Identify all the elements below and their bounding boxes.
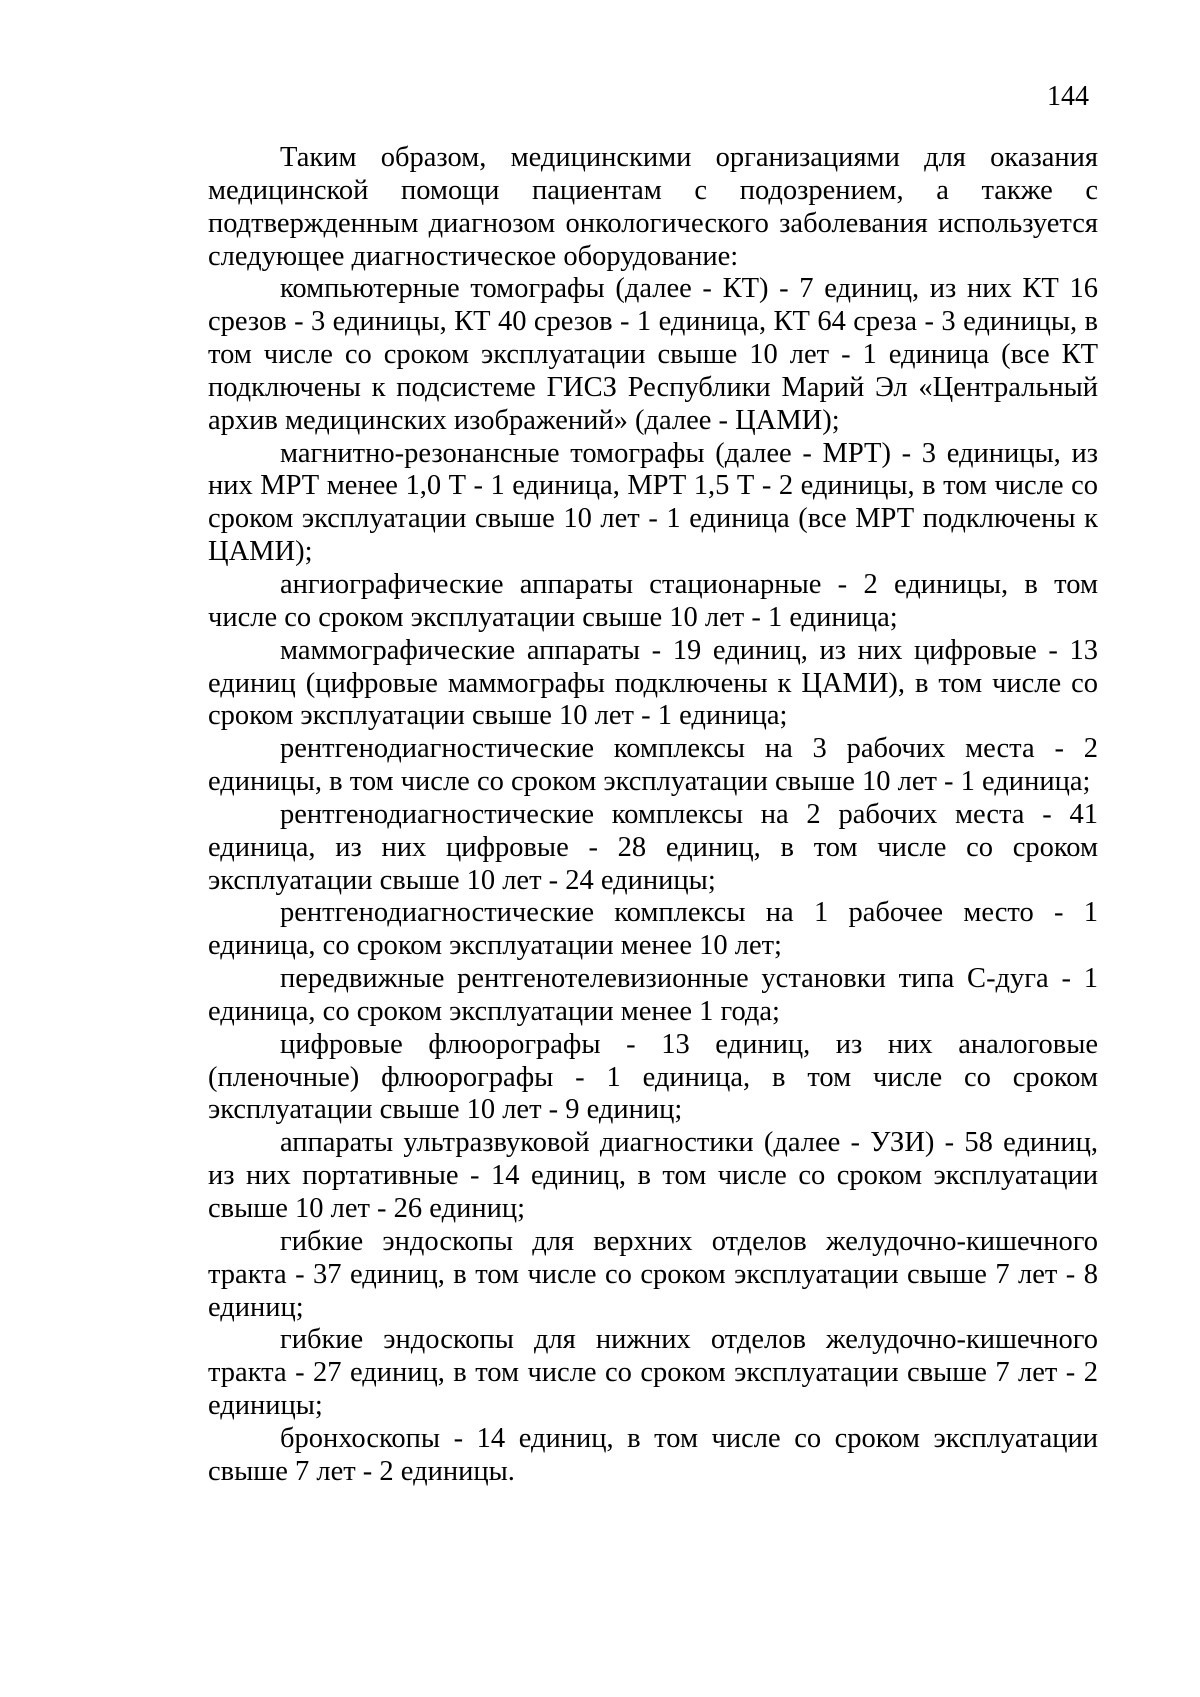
paragraph-xray-1-workplace: рентгенодиагностические комплексы на 1 рабочее место - 1 единица, со сроком эксплуатации менее 10 лет;	[208, 897, 1098, 962]
document-body	[208, 142, 1098, 1489]
paragraph-ct-scanners: компьютерные томографы (далее - КТ) - 7 единиц, из них КТ 16 срезов - 3 единицы, КТ 40 срезов - 1 единица, КТ 64 среза - 3 единицы, в том числе со сроком эксплуатации свыше 10 лет - 1 единица (все КТ подключены к подсистеме ГИСЗ Республики Марий Эл «Центральный архив медицинских изображений» (далее - ЦАМИ);	[208, 273, 1098, 436]
paragraph-angiography: ангиографические аппараты стационарные - 2 единицы, в том числе со сроком эксплуатации свыше 10 лет - 1 единица;	[208, 568, 1098, 633]
paragraph-lower-endoscopes: гибкие эндоскопы для нижних отделов желудочно-кишечного тракта - 27 единиц, в том числе со сроком эксплуатации свыше 7 лет - 2 единицы;	[208, 1324, 1098, 1422]
paragraph-mammography: маммографические аппараты - 19 единиц, из них цифровые - 13 единиц (цифровые маммографы подключены к ЦАМИ), в том числе со сроком эксплуатации свыше 10 лет - 1 единица;	[208, 634, 1098, 732]
paragraph-ultrasound: аппараты ультразвуковой диагностики (далее - УЗИ) - 58 единиц, из них портативные - 14 единиц, в том числе со сроком эксплуатации свыше 10 лет - 26 единиц;	[208, 1127, 1098, 1224]
paragraph-fluorography: цифровые флюорографы - 13 единиц, из них аналоговые (пленочные) флюорографы - 1 единица, в том числе со сроком эксплуатации свыше 10 лет - 9 единиц;	[208, 1028, 1098, 1126]
paragraph-xray-2-workplaces: рентгенодиагностические комплексы на 2 рабочих места - 41 единица, из них цифровые - 28 единиц, в том числе со сроком эксплуатации свыше 10 лет - 24 единицы;	[208, 798, 1098, 896]
paragraph-intro: Таким образом, медицинскими организациями для оказания медицинской помощи пациентам с подозрением, а также с подтвержденным диагнозом онкологического заболевания используется следующее диагностическое оборудование:	[208, 142, 1098, 272]
paragraph-bronchoscopes: бронхоскопы - 14 единиц, в том числе со сроком эксплуатации свыше 7 лет - 2 единицы.	[208, 1422, 1098, 1487]
paragraph-xray-3-workplaces: рентгенодиагностические комплексы на 3 рабочих места - 2 единицы, в том числе со сроком эксплуатации свыше 10 лет - 1 единица;	[208, 733, 1098, 798]
paragraph-mri-scanners: магнитно-резонансные томографы (далее - МРТ) - 3 единицы, из них МРТ менее 1,0 Т - 1 единица, МРТ 1,5 Т - 2 единицы, в том числе со сроком эксплуатации свыше 10 лет - 1 единица (все МРТ подключены к ЦАМИ);	[208, 437, 1098, 568]
paragraph-c-arm: передвижные рентгенотелевизионные установки типа С-дуга - 1 единица, со сроком эксплуатации менее 1 года;	[208, 963, 1098, 1027]
paragraph-upper-endoscopes: гибкие эндоскопы для верхних отделов желудочно-кишечного тракта - 37 единиц, в том числе со сроком эксплуатации свыше 7 лет - 8 единиц;	[208, 1225, 1098, 1323]
page-number: 144	[1047, 81, 1089, 112]
